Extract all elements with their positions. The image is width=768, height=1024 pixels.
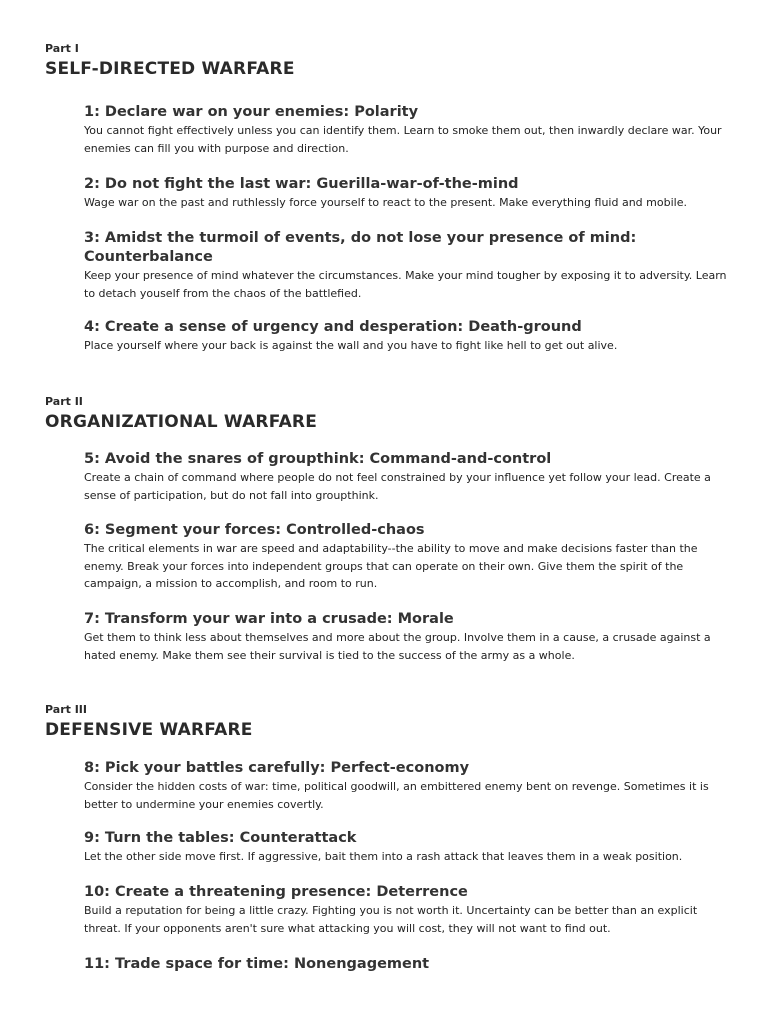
strategy-2 bbox=[84, 175, 729, 212]
strategy-8 bbox=[84, 759, 729, 813]
strategy-title: 8: Pick your battles carefully: Perfect-economy bbox=[84, 760, 470, 776]
strategy-title: 2: Do not fight the last war: Guerilla-war-of-the-mind bbox=[84, 176, 519, 192]
strategy-description: Let the other side move first. If aggressive, bait them into a rash attack that leaves them in a weak position. bbox=[84, 850, 683, 863]
part-header-2 bbox=[45, 396, 745, 433]
strategy-title: 3: Amidst the turmoil of events, do not lose your presence of mind: Counterbalance bbox=[84, 230, 637, 265]
strategy-7 bbox=[84, 610, 729, 664]
strategy-9 bbox=[84, 829, 729, 866]
strategy-title: 11: Trade space for time: Nonengagement bbox=[84, 956, 430, 972]
part-title: ORGANIZATIONAL WARFARE bbox=[45, 412, 318, 432]
strategy-description: Wage war on the past and ruthlessly force yourself to react to the present. Make everything fluid and mobile. bbox=[84, 196, 687, 209]
strategy-1 bbox=[84, 103, 729, 157]
strategy-title: 1: Declare war on your enemies: Polarity bbox=[84, 104, 419, 120]
part-label: Part II bbox=[45, 395, 83, 408]
strategy-description: Place yourself where your back is against the wall and you have to fight like hell to get out alive. bbox=[84, 339, 618, 352]
strategy-title: 10: Create a threatening presence: Deterrence bbox=[84, 884, 468, 900]
strategy-description: You cannot fight effectively unless you can identify them. Learn to smoke them out, then inwardly declare war. Your enemies can fill you with purpose and direction. bbox=[84, 124, 722, 155]
strategy-title: 5: Avoid the snares of groupthink: Command-and-control bbox=[84, 451, 552, 467]
strategy-description: Consider the hidden costs of war: time, political goodwill, an embittered enemy bent on revenge. Sometimes it is better to undermine your enemies covertly. bbox=[84, 780, 709, 811]
part-header-3 bbox=[45, 704, 745, 741]
strategy-6 bbox=[84, 521, 729, 593]
part-label: Part III bbox=[45, 703, 87, 716]
strategy-description: The critical elements in war are speed and adaptability--the ability to move and make decisions faster than the enemy. Break your forces into independent groups that can operate on their own. Give them the spirit of the campaign, a mission to accomplish, and room to run. bbox=[84, 542, 698, 590]
strategy-description: Build a reputation for being a little crazy. Fighting you is not worth it. Uncertainty can be better than an explicit threat. If your opponents aren't sure what attacking you will cost, they will not want to find out. bbox=[84, 904, 698, 935]
part-label: Part I bbox=[45, 42, 79, 55]
part-title: SELF-DIRECTED WARFARE bbox=[45, 59, 295, 79]
strategy-title: 4: Create a sense of urgency and desperation: Death-ground bbox=[84, 319, 582, 335]
strategy-11 bbox=[84, 955, 729, 974]
strategy-title: 6: Segment your forces: Controlled-chaos bbox=[84, 522, 425, 538]
part-header-1 bbox=[45, 43, 745, 80]
strategy-10 bbox=[84, 883, 729, 937]
strategy-4 bbox=[84, 318, 729, 355]
part-title: DEFENSIVE WARFARE bbox=[45, 720, 253, 740]
strategy-description: Create a chain of command where people do not feel constrained by your influence yet follow your lead. Create a sense of participation, but do not fall into groupthink. bbox=[84, 471, 711, 502]
strategy-5 bbox=[84, 450, 729, 504]
strategy-description: Get them to think less about themselves and more about the group. Involve them in a cause, a crusade against a hated enemy. Make them see their survival is tied to the success of the army as a whole. bbox=[84, 631, 711, 662]
strategy-title: 7: Transform your war into a crusade: Morale bbox=[84, 611, 454, 627]
strategy-description: Keep your presence of mind whatever the circumstances. Make your mind tougher by exposing it to adversity. Learn to detach youself from the chaos of the battlefied. bbox=[84, 269, 727, 300]
strategy-3 bbox=[84, 229, 729, 302]
strategy-title: 9: Turn the tables: Counterattack bbox=[84, 830, 357, 846]
